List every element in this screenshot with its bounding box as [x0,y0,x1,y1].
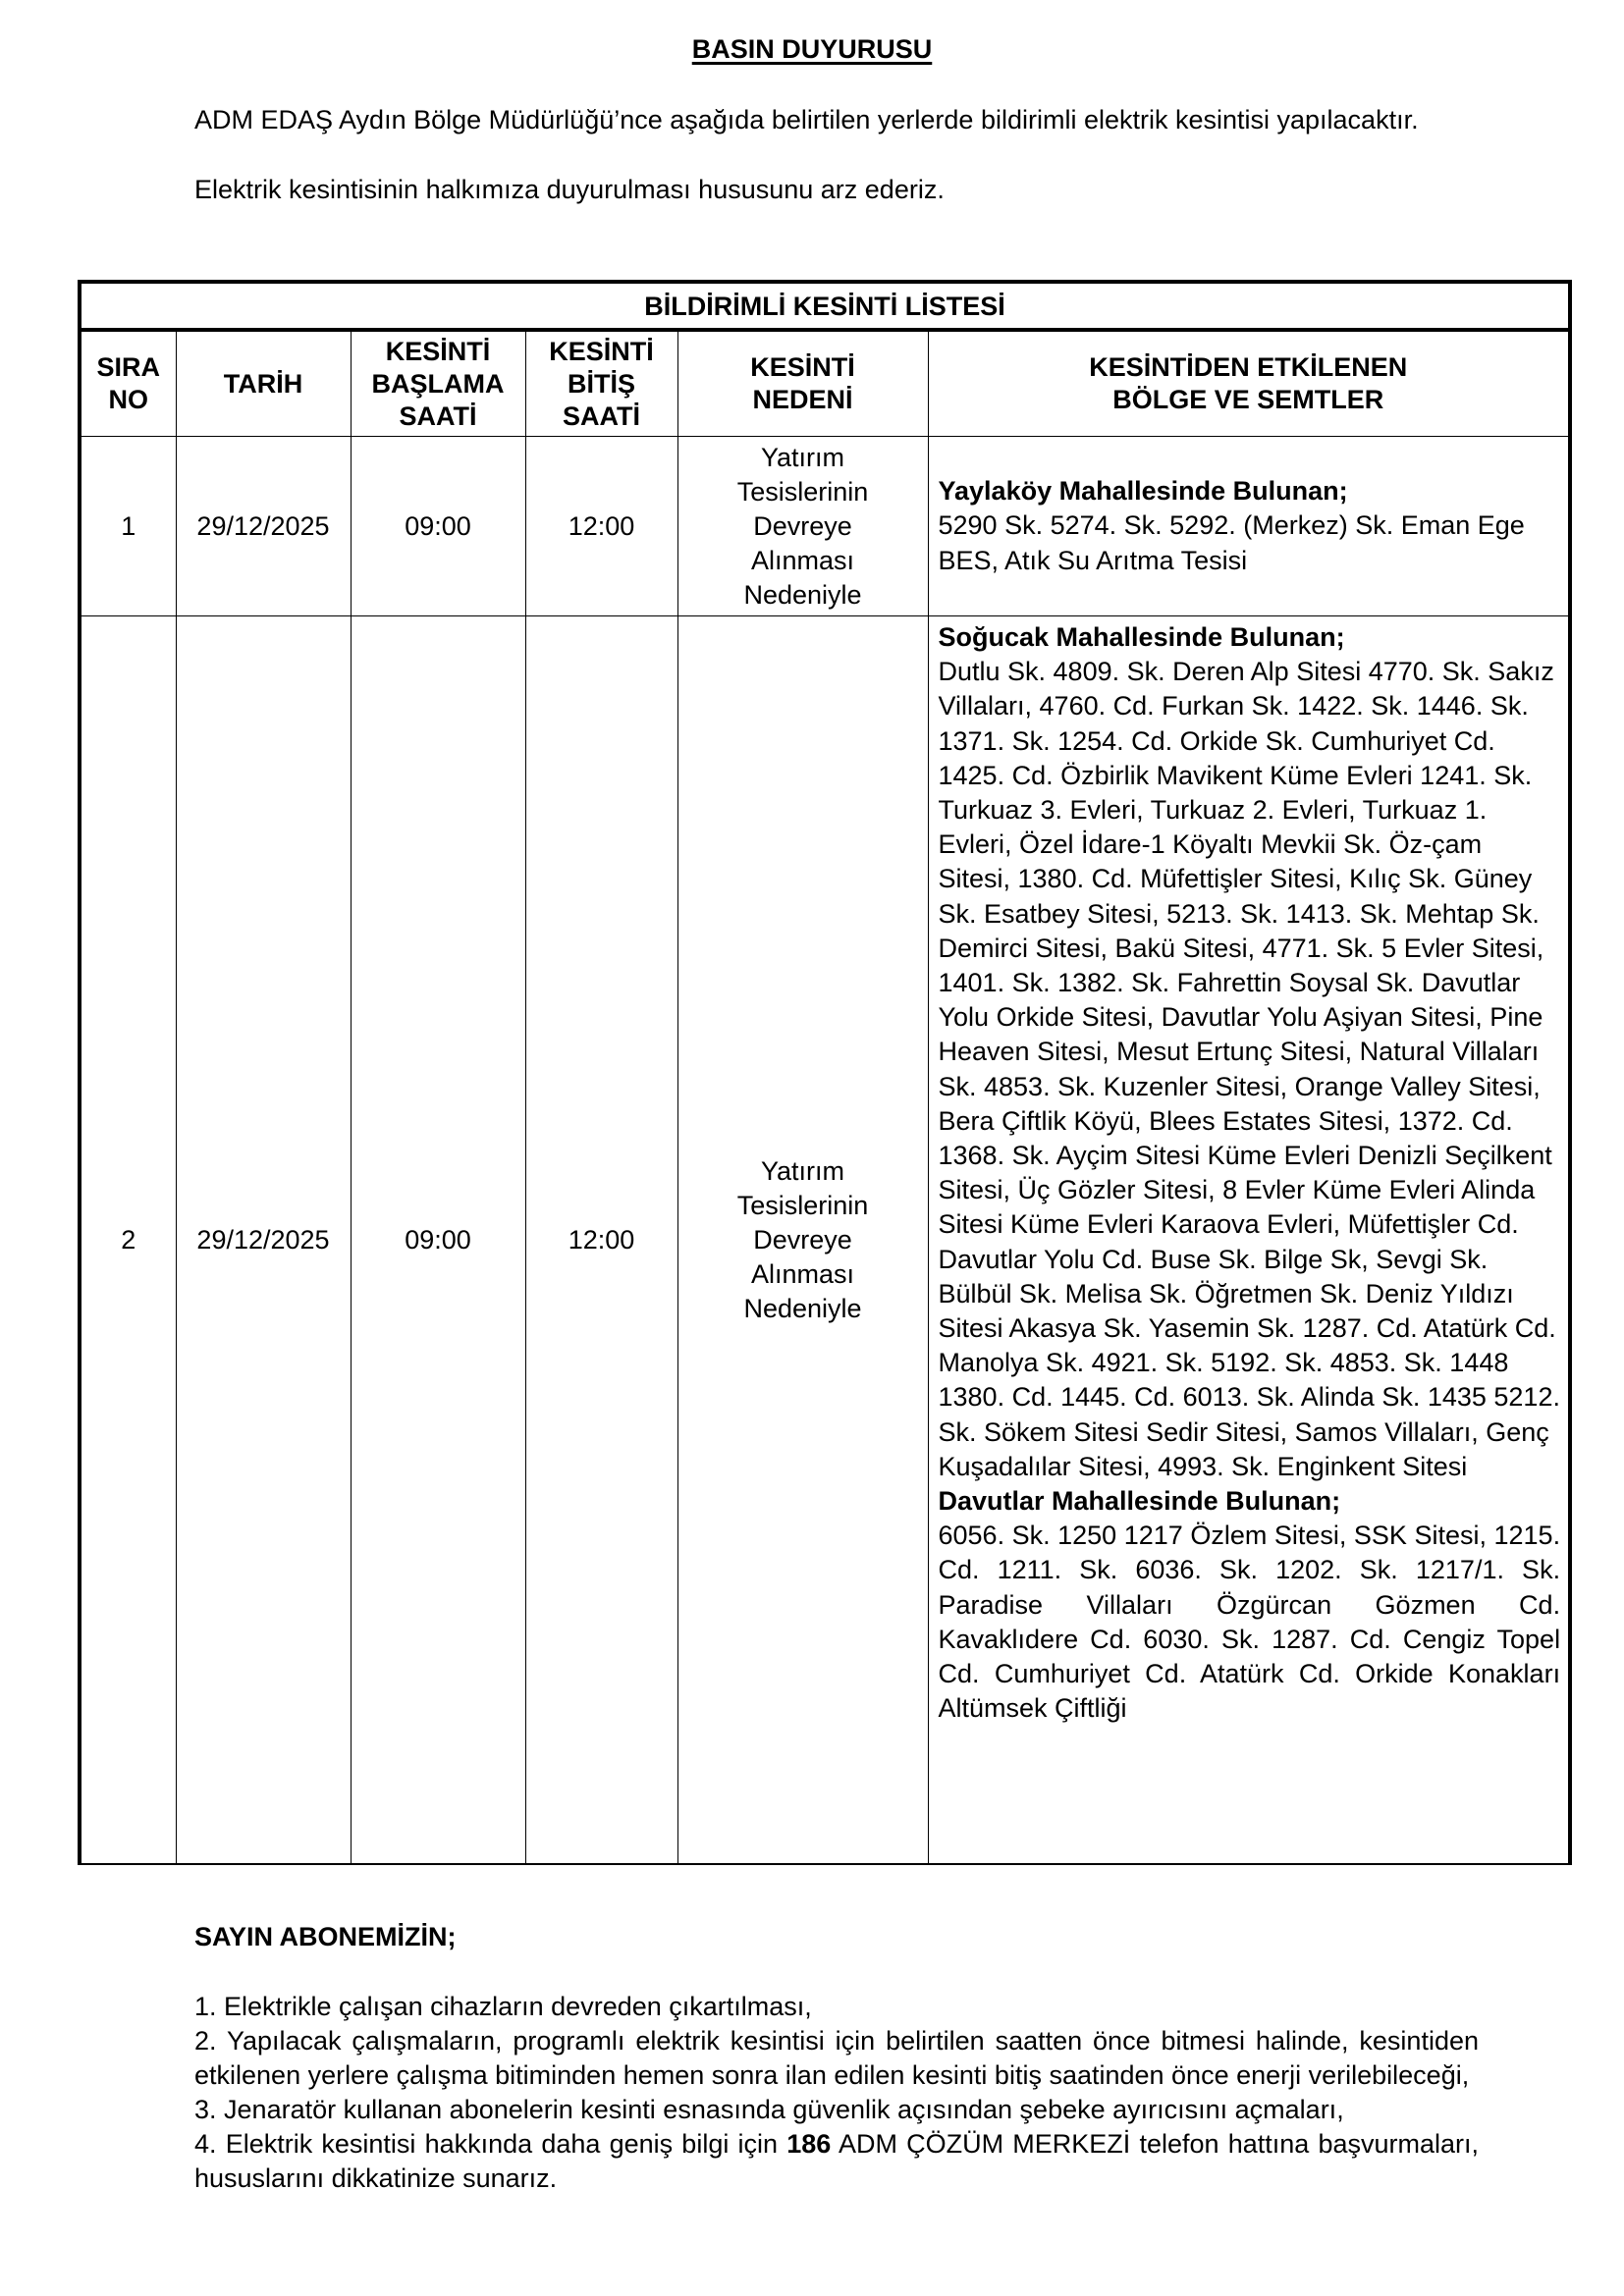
notice-list [194,1990,1479,2196]
column-header-bitis-saati: KESİNTİ BİTİŞ SAATİ [525,330,677,437]
intro-paragraph: ADM EDAŞ Aydın Bölge Müdürlüğü’nce aşağıda belirtilen yerlerde bildirimli elektrik kesintisi yapılacaktır. [194,105,1419,134]
notice-item: 4. Elektrik kesintisi hakkında daha geniş bilgi için 186 ADM ÇÖZÜM MERKEZİ telefon hattına başvurmaları, hususlarını dikkatinize sunarız. [194,2129,1479,2193]
notice-section [194,1920,1479,2196]
cell-tarih: 29/12/2025 [176,437,351,616]
cell-bitis: 12:00 [525,437,677,616]
column-header-etkilenen-bolge: KESİNTİDEN ETKİLENEN BÖLGE VE SEMTLER [928,330,1570,437]
neighborhood-heading: Soğucak Mahallesinde Bulunan; [938,622,1345,652]
cell-sira: 1 [80,437,176,616]
column-header-kesinti-nedeni: KESİNTİ NEDENİ [677,330,928,437]
table-title: BİLDİRİMLİ KESİNTİ LİSTESİ [80,282,1570,330]
page-title [0,33,1624,65]
outage-table [78,280,1572,1865]
cell-neden: Yatırım Tesislerinin Devreye Alınması Nedeniyle [677,616,928,1865]
intro-section [194,102,1479,207]
neighborhood-heading: Davutlar Mahallesinde Bulunan; [938,1486,1341,1517]
neighborhood-heading: Yaylaköy Mahallesinde Bulunan; [938,476,1348,507]
table-row [80,616,1570,1865]
page-title-text: BASIN DUYURUSU [691,34,933,64]
street-list: 5290 Sk. 5274. Sk. 5292. (Merkez) Sk. Eman Ege BES, Atık Su Arıtma Tesisi [938,510,1525,575]
notice-item: 3. Jenaratör kullanan abonelerin kesinti esnasında güvenlik açısından şebeke ayırıcısını açmaları, [194,2095,1344,2124]
cell-baslama: 09:00 [351,616,525,1865]
call-center-number: 186 [786,2129,832,2159]
cell-baslama: 09:00 [351,437,525,616]
table-row [80,437,1570,616]
cell-affected-areas [928,616,1570,1865]
column-header-tarih: TARİH [176,330,351,437]
column-header-baslama-saati: KESİNTİ BAŞLAMA SAATİ [351,330,525,437]
street-list: Dutlu Sk. 4809. Sk. Deren Alp Sitesi 4770. Sk. Sakız Villaları, 4760. Cd. Furkan Sk. 1422. Sk. 1446. Sk. 1371. Sk. 1254. Cd. Orkide Sk. Cumhuriyet Cd. 1425. Cd. Özbirlik Mavikent Küme Evleri 1241. Sk. Turkuaz 3. Evleri, Turkuaz 2. Evleri, Turkuaz 1. Evleri, Özel İdare-1 Köyaltı Mevkii Sk. Öz-çam Sitesi, 1380. Cd. Müfettişler Sitesi, Kılıç Sk. Güney Sk. Esatbey Sitesi, 5213. Sk. 1413. Sk. Mehtap Sk. Demirci Sitesi, Bakü Sitesi, 4771. Sk. 5 Evler Sitesi, 1401. Sk. 1382. Sk. Fahrettin Soysal Sk. Davutlar Yolu Orkide Sitesi, Davutlar Yolu Aşiyan Sitesi, Pine Heaven Sitesi, Mesut Ertunç Sitesi, Natural Villaları Sk. 4853. Sk. Kuzenler Sitesi, Orange Valley Sitesi, Bera Çiftlik Köyü, Blees Estates Sitesi, 1372. Cd. 1368. Sk. Ayçim Sitesi Küme Evleri Denizli Seçilkent Sitesi, Üç Gözler Sitesi, 8 Evler Küme Evleri Alinda Sitesi Küme Evleri Karaova Evleri, Müfettişler Cd. Davutlar Yolu Cd. Buse Sk. Bilge Sk, Sevgi Sk. Bülbül Sk. Melisa Sk. Öğretmen Sk. Deniz Yıldızı Sitesi Akasya Sk. Yasemin Sk. 1287. Cd. Atatürk Cd. Manolya Sk. 4921. Sk. 5192. Sk. 4853. Sk. 1448 1380. Cd. 1445. Cd. 6013. Sk. Alinda Sk. 1435 5212. Sk. Sökem Sitesi Sedir Sitesi, Samos Villaları, Genç Kuşadalılar Sitesi, 4993. Sk. Enginkent Sitesi [938,657,1560,1481]
notice-item: 1. Elektrikle çalışan cihazların devreden çıkartılması, [194,1992,812,2021]
street-list: 6056. Sk. 1250 1217 Özlem Sitesi, SSK Sitesi, 1215. Cd. 1211. Sk. 6036. Sk. 1202. Sk. 1217/1. Sk. Paradise Villaları Özgürcan Gözmen Cd. Kavaklıdere Cd. 6030. Sk. 1287. Cd. Cengiz Topel Cd. Cumhuriyet Cd. Atatürk Cd. Orkide Konakları Altümsek Çiftliği [938,1521,1561,1724]
cell-bitis: 12:00 [525,616,677,1865]
column-header-sira-no: SIRA NO [80,330,176,437]
cell-tarih: 29/12/2025 [176,616,351,1865]
cell-affected-areas [928,437,1570,616]
cell-sira: 2 [80,616,176,1865]
notice-item: 2. Yapılacak çalışmaların, programlı elektrik kesintisi için belirtilen saatten önce bitmesi halinde, kesintiden etkilenen yerlere çalışma bitiminden hemen sonra ilan edilen kesinti bitiş saatinden önce enerji verilebileceği, [194,2026,1479,2090]
cell-neden: Yatırım Tesislerinin Devreye Alınması Nedeniyle [677,437,928,616]
table-header-row [80,330,1570,437]
notice-heading: SAYIN ABONEMİZİN; [194,1922,457,1951]
intro-closing: Elektrik kesintisinin halkımıza duyurulması hususunu arz ederiz. [194,175,945,204]
